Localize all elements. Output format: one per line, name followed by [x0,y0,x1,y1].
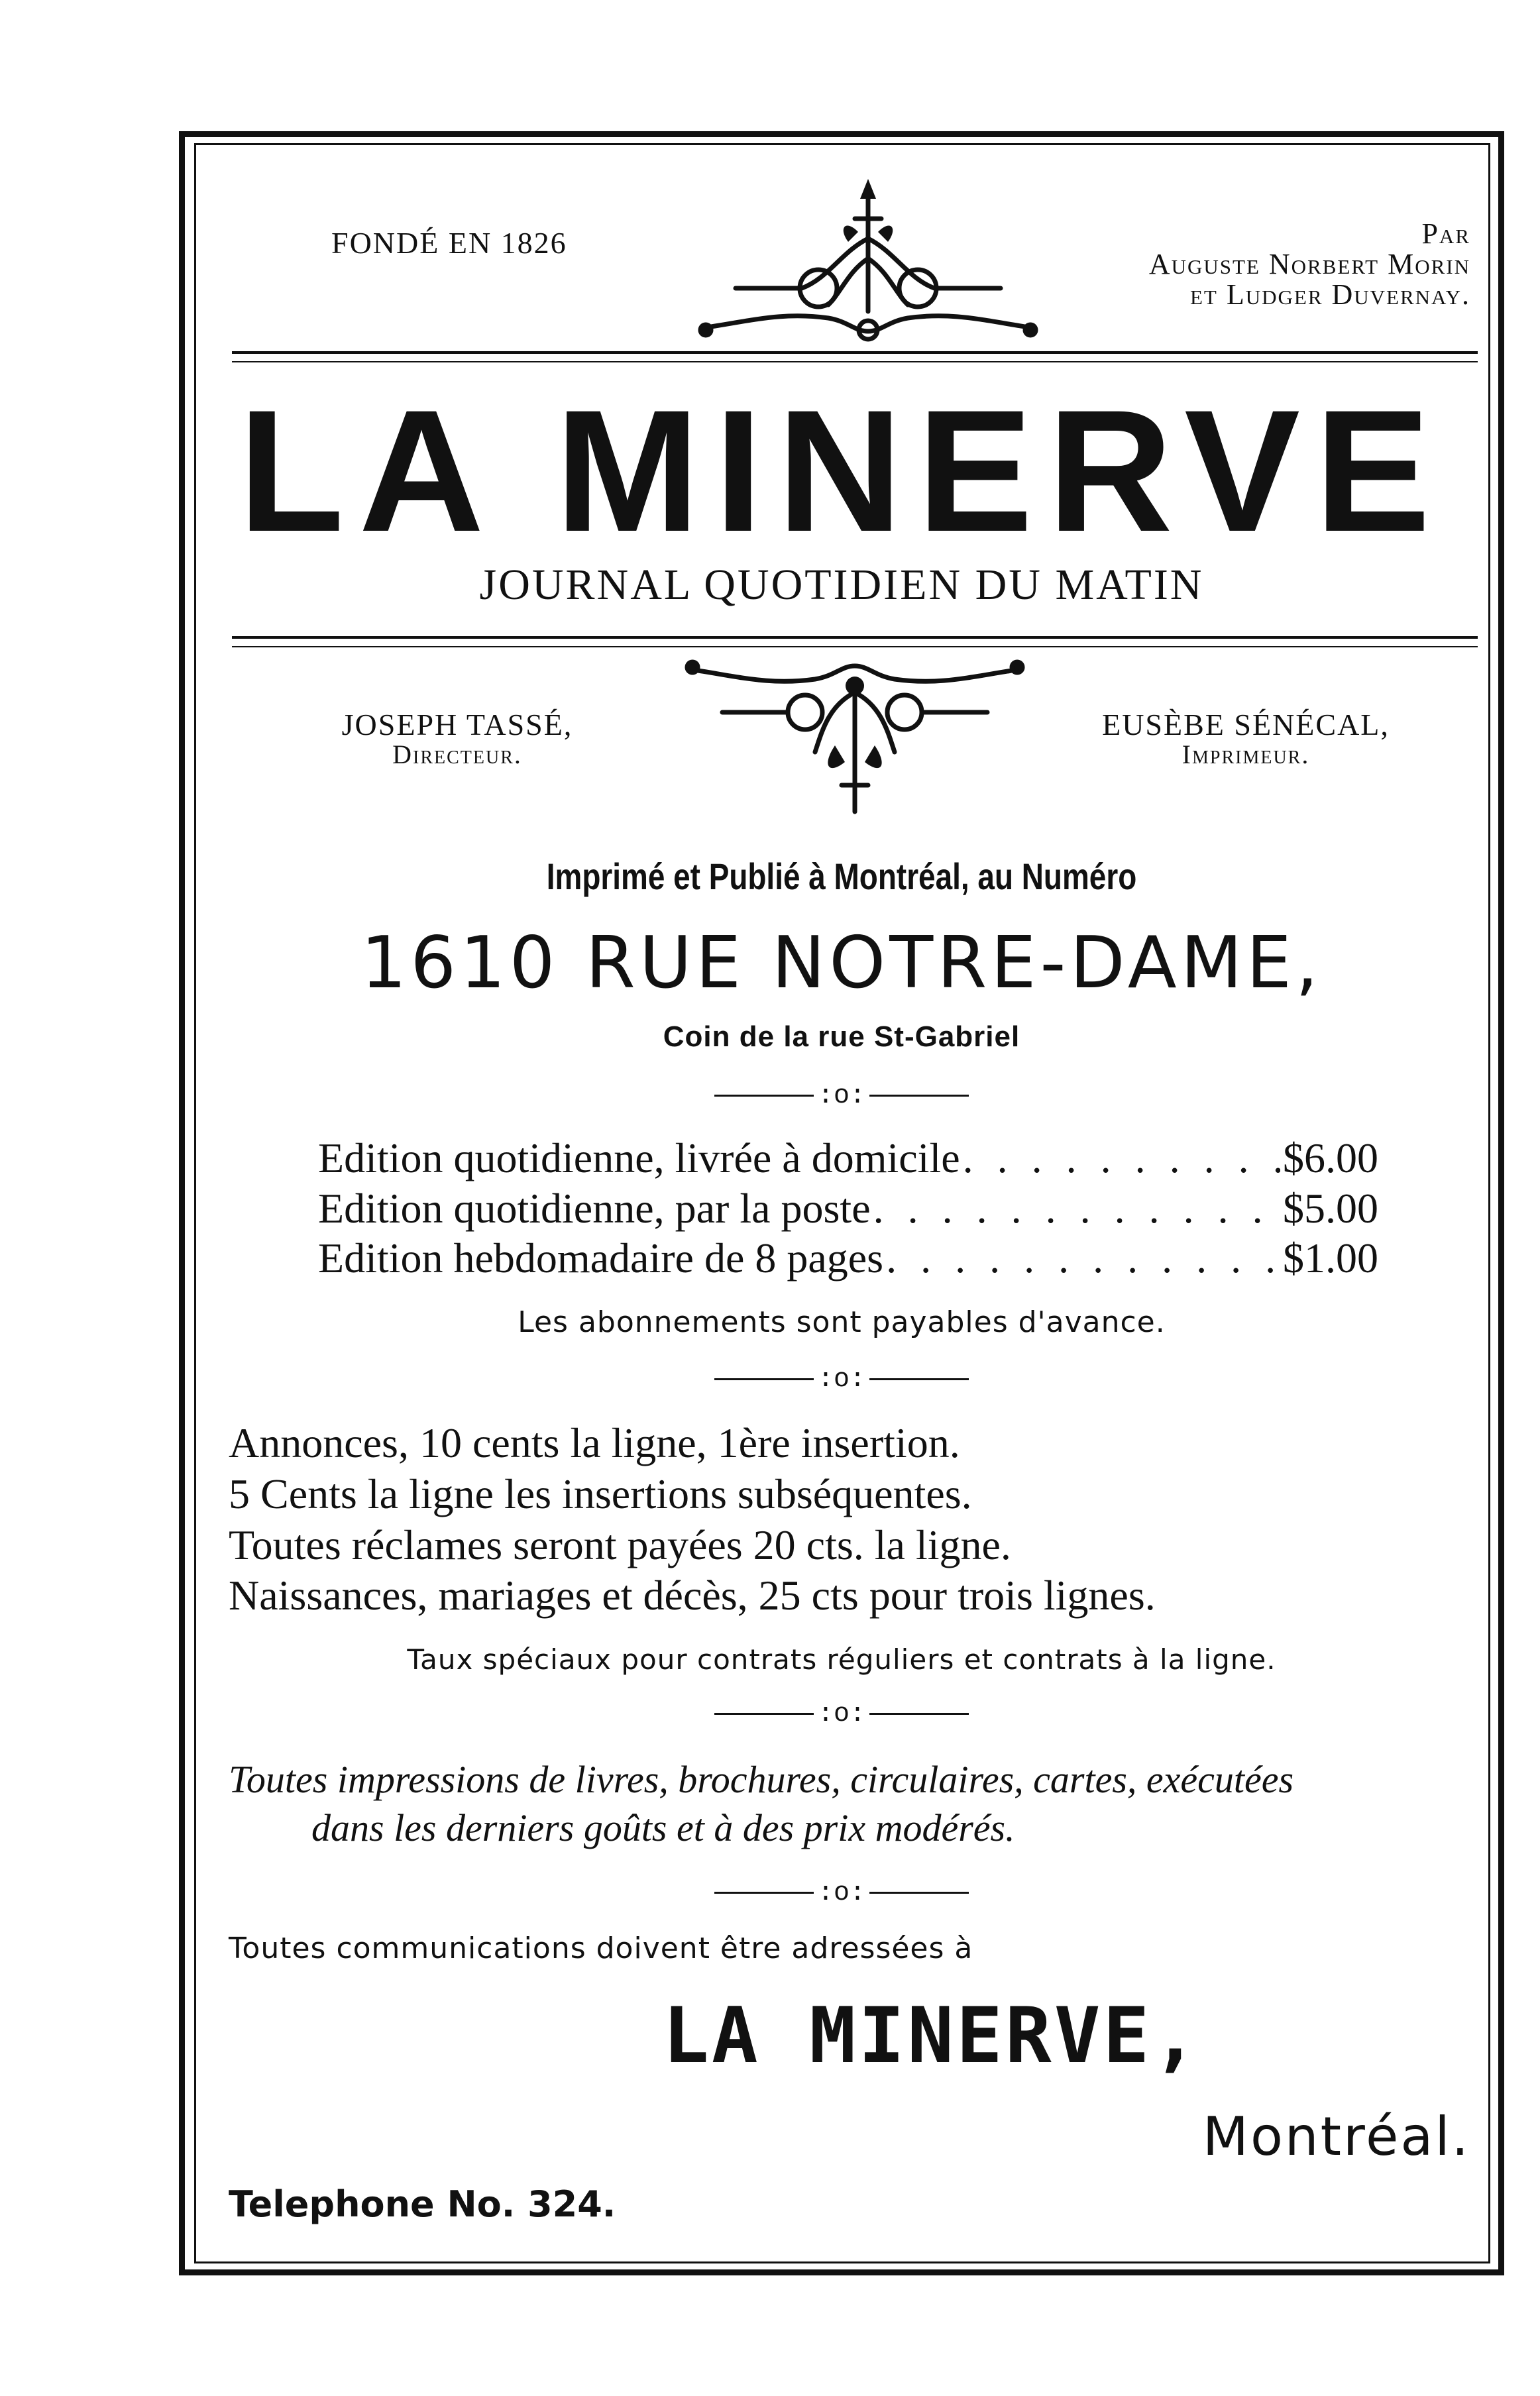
divider [232,636,1478,639]
ads-note: Taux spéciaux pour contrats réguliers et contrats à la ligne. [407,1643,1276,1676]
contact-intro: Toutes communications doivent être adressées à [229,1932,973,1965]
telephone-number: Telephone No. 324. [229,2183,616,2225]
separator: :o: [212,1700,1471,1729]
divider [232,646,1478,647]
printer-block [1073,709,1418,769]
founder-1: Auguste Norbert Morin [1148,248,1470,281]
price-amount: $5.00 [1283,1184,1378,1232]
ad-rate-line: Naissances, mariages et décès, 25 cts pour trois lignes. [229,1572,1156,1619]
founded-text: FONDÉ EN 1826 [331,226,567,260]
director-name: JOSEPH TASSÉ, [341,708,573,741]
founders-by: Par [1421,217,1470,250]
director-role: Directeur. [392,739,522,770]
printing-line-1: Toutes impressions de livres, brochures, circulaires, cartes, exécutées [229,1758,1294,1801]
masthead-title: LA MINERVE [238,374,1445,568]
printer-role: Imprimeur. [1182,739,1310,770]
price-list [318,1133,1378,1283]
address-intro: Imprimé et Publié à Montréal, au Numéro [546,855,1137,897]
founders-block [1149,219,1470,311]
separator: :o: [212,1365,1471,1395]
price-label: Edition quotidienne, par la poste [318,1184,871,1232]
price-amount: $1.00 [1283,1234,1378,1282]
price-amount: $6.00 [1283,1134,1378,1181]
middle-ornament-icon [683,653,1027,818]
divider [232,351,1478,354]
leader-dots [963,1133,1280,1183]
contact-name: LA MINERVE, [663,1991,1201,2081]
price-row [318,1133,1378,1183]
prices-note: Les abonnements sont payables d'avance. [518,1305,1166,1339]
printing-services [229,1756,1488,1852]
contact-city: Montréal. [1202,2106,1470,2167]
divider [232,361,1478,362]
ad-rate-line: 5 Cents la ligne les insertions subséquentes. [229,1470,972,1517]
founder-2: et Ludger Duvernay. [1189,278,1470,311]
leader-dots [886,1233,1280,1283]
street-address: 1610 RUE NOTRE-DAME, [360,922,1323,1005]
price-label: Edition hebdomadaire de 8 pages [318,1234,884,1282]
price-row [318,1233,1378,1283]
printer-name: EUSÈBE SÉNÉCAL, [1102,708,1390,741]
ad-rate-line: Annonces, 10 cents la ligne, 1ère insertion. [229,1419,960,1466]
director-block [305,709,610,769]
ad-rates [229,1418,1474,1621]
corner-street: Coin de la rue St-Gabriel [663,1020,1020,1053]
separator: :o: [212,1081,1471,1111]
leader-dots [873,1183,1280,1234]
top-ornament-icon [696,179,1040,345]
separator: :o: [212,1879,1471,1908]
price-row [318,1183,1378,1234]
ad-rate-line: Toutes réclames seront payées 20 cts. la ligne. [229,1521,1011,1568]
printing-line-2: dans les derniers goûts et à des prix modérés. [311,1806,1015,1849]
price-label: Edition quotidienne, livrée à domicile [318,1134,960,1181]
masthead-subtitle: JOURNAL QUOTIDIEN DU MATIN [479,561,1204,609]
